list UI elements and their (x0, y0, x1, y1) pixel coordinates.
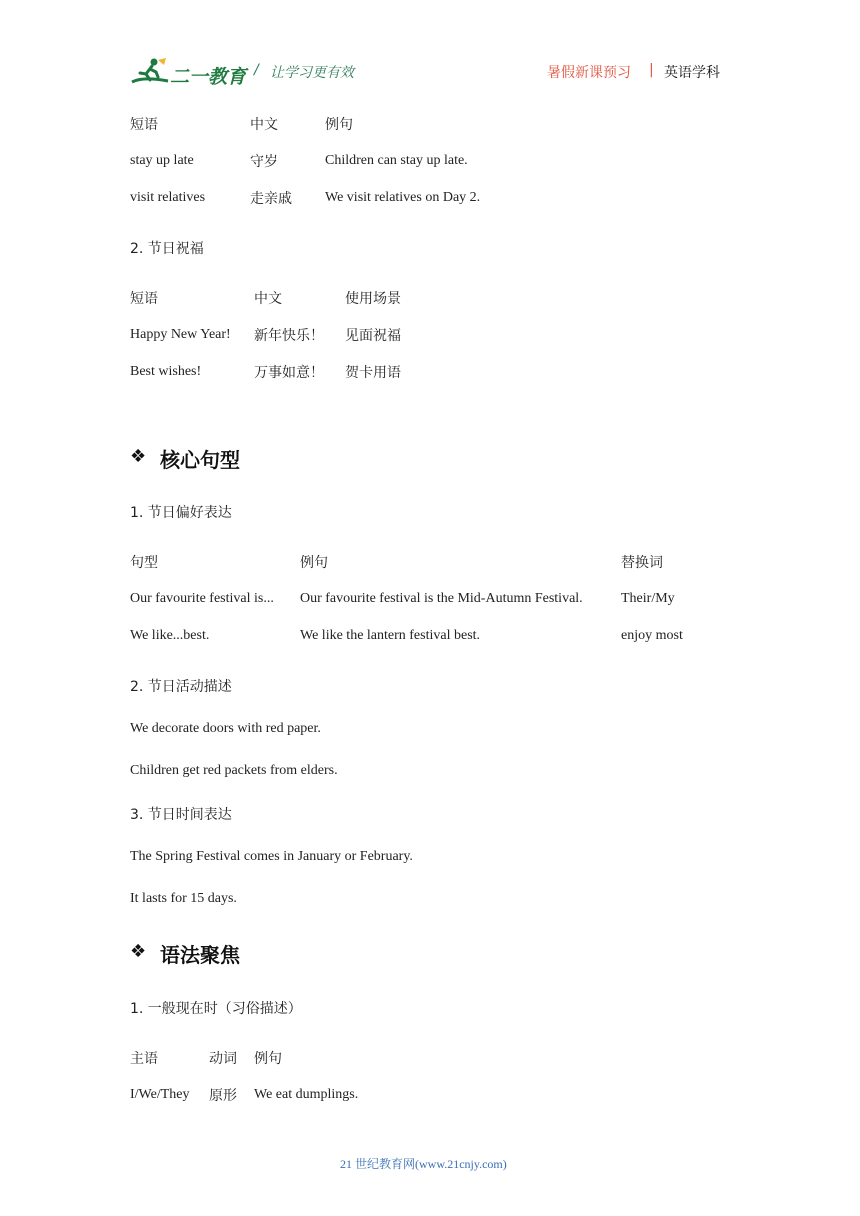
table-cell: 守岁 (250, 154, 278, 170)
example-sentence: It lasts for 15 days. (130, 891, 237, 906)
diamond-bullet-icon: ❖ (130, 941, 147, 962)
subheading: 1. 一般现在时（习俗描述） (130, 1001, 302, 1017)
table-cell: We like...best. (130, 628, 210, 643)
header-separator: | (649, 62, 654, 78)
table-cell: visit relatives (130, 190, 206, 205)
example-sentence: Children get red packets from elders. (130, 763, 338, 778)
section-title: 语法聚焦 (160, 943, 240, 967)
table-cell: I/We/They (130, 1087, 190, 1102)
table-cell: Our favourite festival is the Mid-Autumn Festival. (300, 591, 583, 606)
header-course: 暑假新课预习 (547, 65, 631, 81)
table-cell: 原形 (209, 1088, 237, 1104)
logo-text: 二一教育 (170, 66, 247, 88)
example-sentence: The Spring Festival comes in January or February. (130, 849, 413, 864)
table-header: 替换词 (621, 555, 663, 571)
header-subject: 英语学科 (664, 65, 720, 81)
table-cell: Their/My (621, 591, 675, 606)
slogan: 让学习更有效 (270, 65, 354, 81)
table-header: 中文 (250, 117, 278, 133)
table-header: 例句 (254, 1051, 282, 1067)
table-header: 使用场景 (345, 291, 401, 307)
table-cell: We like the lantern festival best. (300, 628, 481, 643)
example-sentence: We decorate doors with red paper. (130, 721, 321, 736)
table-cell: Children can stay up late. (325, 153, 468, 168)
section-title: 核心句型 (160, 448, 240, 472)
table-header: 短语 (130, 291, 158, 307)
table-header: 短语 (130, 117, 158, 133)
table-cell: Our favourite festival is... (130, 591, 274, 606)
table-cell: Happy New Year! (130, 327, 231, 342)
subheading: 2. 节日祝福 (130, 241, 204, 257)
table-cell: We visit relatives on Day 2. (325, 190, 481, 205)
table-header: 中文 (254, 291, 282, 307)
table-cell: We eat dumplings. (254, 1087, 359, 1102)
footer-text: 21 世纪教育网(www.21cnjy.com) (340, 1157, 507, 1171)
table-header: 例句 (325, 117, 353, 133)
table-header: 动词 (209, 1051, 237, 1067)
table-header: 例句 (300, 555, 328, 571)
logo-runner-icon (130, 56, 170, 88)
logo (130, 56, 247, 88)
diamond-bullet-icon: ❖ (130, 446, 147, 467)
subheading: 3. 节日时间表达 (130, 807, 232, 823)
table-cell: 走亲戚 (250, 191, 292, 207)
table-cell: enjoy most (621, 628, 683, 643)
subheading: 1. 节日偏好表达 (130, 505, 232, 521)
table-cell: 见面祝福 (345, 328, 401, 344)
table-cell: Best wishes! (130, 364, 202, 379)
subheading: 2. 节日活动描述 (130, 679, 232, 695)
table-header: 句型 (130, 555, 158, 571)
table-cell: 万事如意！ (254, 365, 324, 381)
table-header: 主语 (130, 1051, 158, 1067)
table-cell: stay up late (130, 153, 194, 168)
slogan-separator: / (254, 62, 259, 78)
table-cell: 新年快乐！ (254, 328, 324, 344)
table-cell: 贺卡用语 (345, 365, 401, 381)
